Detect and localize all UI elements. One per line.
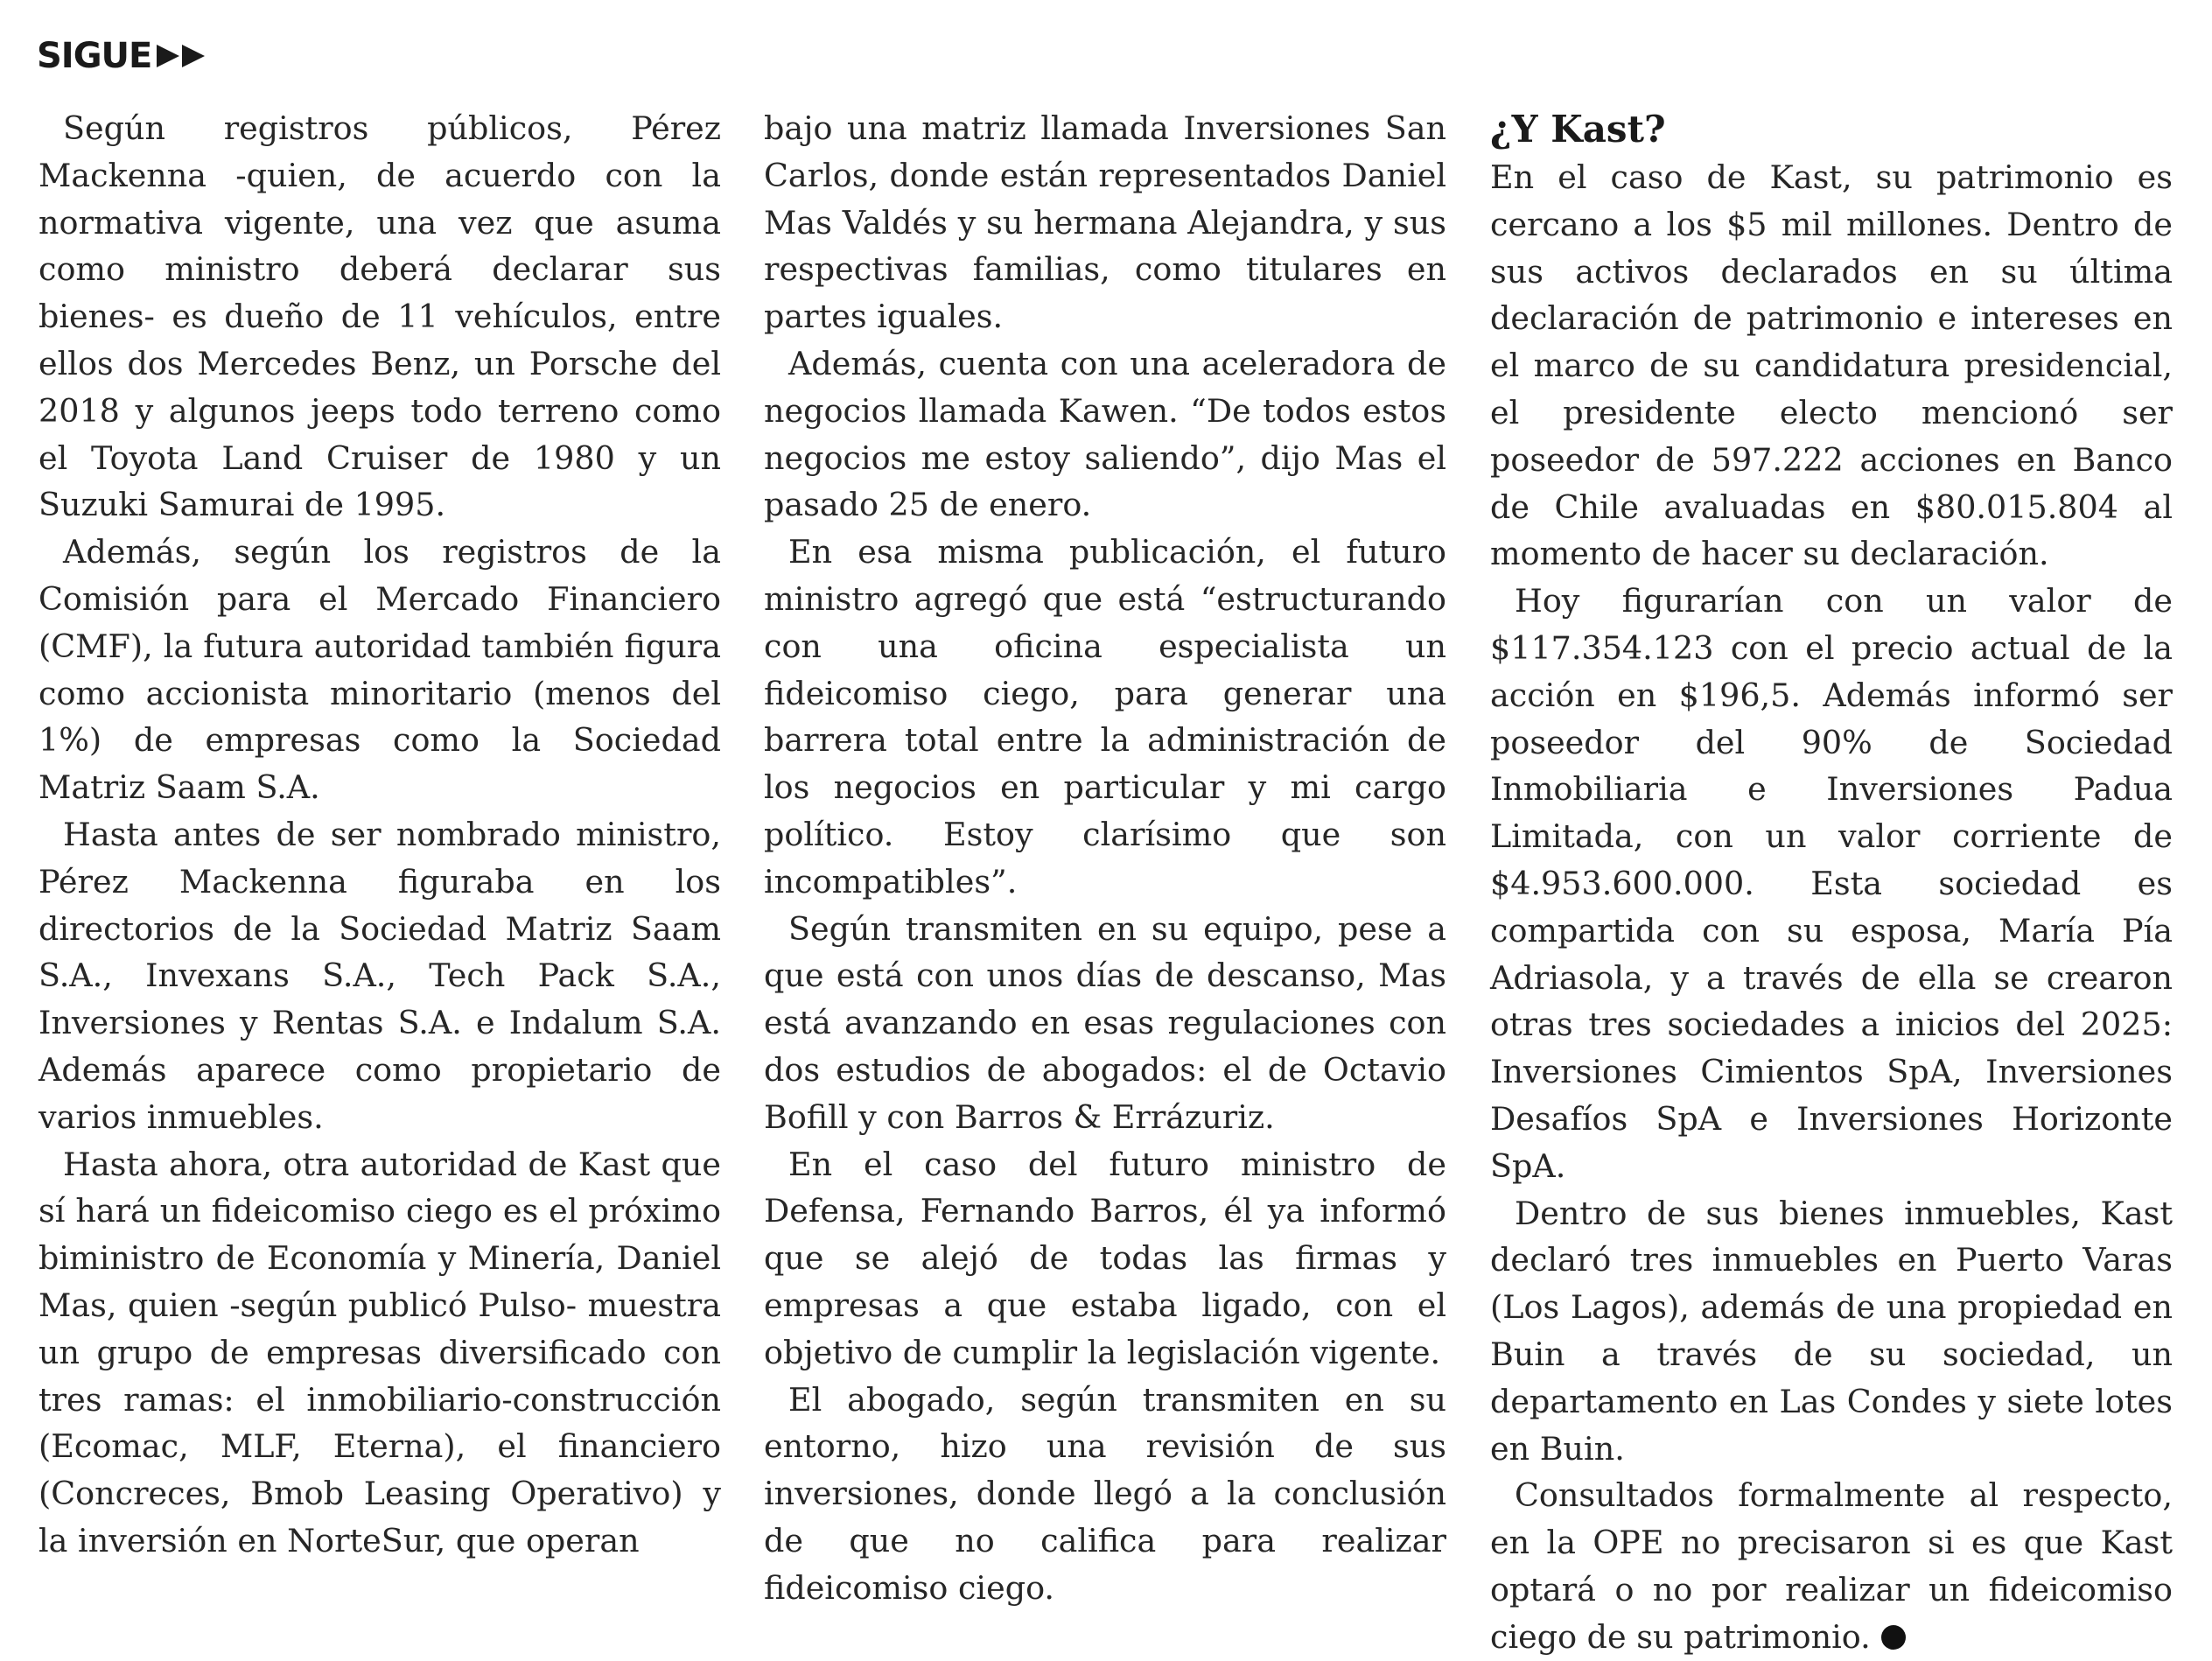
paragraph: En el caso de Kast, su patrimonio es cercano a los $5 mil millones. Dentro de sus activos declarados en su última declaración de patrimonio e intereses en el marco de su candidatura presidencial, el presidente electo mencionó ser poseedor de 597.222 acciones en Banco de Chile avaluadas en $80.015.804 al momento de hacer su declaración. xyxy=(1490,158,2173,573)
paragraph: Además, cuenta con una aceleradora de negocios llamada Kawen. “De todos estos negocios me estoy saliendo”, dijo Mas el pasado 25 de enero. xyxy=(764,344,1446,524)
paragraph: Según transmiten en su equipo, pese a que está con unos días de descanso, Mas está avanzando en esas regulaciones con dos estudios de abogados: el de Octavio Bofill y con Barros & Errázuriz. xyxy=(764,909,1446,1136)
paragraph-last xyxy=(1490,1472,2173,1660)
kicker-label: SIGUE xyxy=(37,36,152,76)
section-heading: ¿Y Kast? xyxy=(1490,108,1666,151)
article-column-1 xyxy=(38,105,721,1565)
paragraph: Hasta ahora, otra autoridad de Kast que sí hará un fideicomiso ciego es el próximo biministro de Economía y Minería, Daniel Mas, quien -según publicó Pulso- muestra un grupo de empresas diversificado con tres ramas: el inmobiliario-construcción (Ecomac, MLF, Eterna), el financiero (Concreces, Bmob Leasing Operativo) y la inversión en NorteSur, que operan xyxy=(38,1145,721,1559)
continues-kicker xyxy=(37,33,207,79)
paragraph: Además, según los registros de la Comisión para el Mercado Financiero (CMF), la futura autoridad también figura como accionista minoritario (menos del 1%) de empresas como la Sociedad Matriz Saam S.A. xyxy=(38,533,721,807)
article-column-2 xyxy=(764,105,1446,1612)
paragraph: Según registros públicos, Pérez Mackenna -quien, de acuerdo con la normativa vigente, una vez que asuma como ministro deberá declarar sus bienes- es dueño de 11 vehículos, entre ellos dos Mercedes Benz, un Porsche del 2018 y algunos jeeps todo terreno como el Toyota Land Cruiser de 1980 y un Suzuki Samurai de 1995. xyxy=(38,109,721,524)
paragraph: El abogado, según transmiten en su entorno, hizo una revisión de sus inversiones, donde llegó a la conclusión de que no califica para realizar fideicomiso ciego. xyxy=(764,1380,1446,1607)
paragraph: bajo una matriz llamada Inversiones San Carlos, donde están representados Daniel Mas Valdés y su hermana Alejandra, y sus respectivas familias, como titulares en partes iguales. xyxy=(764,109,1446,336)
end-of-article-dot-icon xyxy=(1881,1625,1906,1650)
double-right-arrow-icon xyxy=(157,43,207,69)
article-column-3 xyxy=(1490,105,2173,1661)
paragraph: Hoy figurarían con un valor de $117.354.123 con el precio actual de la acción en $196,5. Además informó ser poseedor del 90% de Sociedad Inmobiliaria e Inversiones Padua Limitada, con un valor corriente de $4.953.600.000. Esta sociedad es compartida con su esposa, María Pía Adriasola, y a través de ella se crearon otras tres sociedades a inicios del 2025: Inversiones Cimientos SpA, Inversiones Desafíos SpA e Inversiones Horizonte SpA. xyxy=(1490,582,2173,1185)
paragraph-text: Consultados formalmente al respecto, en la OPE no precisaron si es que Kast optará o no por realizar un fideicomiso ciego de su patrimonio. xyxy=(1490,1476,2173,1656)
paragraph: Dentro de sus bienes inmuebles, Kast declaró tres inmuebles en Puerto Varas (Los Lagos), además de una propiedad en Buin a través de su sociedad, un departamento en Las Condes y siete lotes en Buin. xyxy=(1490,1194,2173,1468)
paragraph: Hasta antes de ser nombrado ministro, Pérez Mackenna figuraba en los directorios de la Sociedad Matriz Saam S.A., Invexans S.A., Tech Pack S.A., Inversiones y Rentas S.A. e Indalum S.A. Además aparece como propietario de varios inmuebles. xyxy=(38,815,721,1136)
paragraph: En el caso del futuro ministro de Defensa, Fernando Barros, él ya informó que se alejó de todas las firmas y empresas a que estaba ligado, con el objetivo de cumplir la legislación vigente. xyxy=(764,1145,1446,1371)
paragraph: En esa misma publicación, el futuro ministro agregó que está “estructurando con una oficina especialista un fideicomiso ciego, para generar una barrera total entre la administración de los negocios en particular y mi cargo político. Estoy clarísimo que son incompatibles”. xyxy=(764,533,1446,901)
